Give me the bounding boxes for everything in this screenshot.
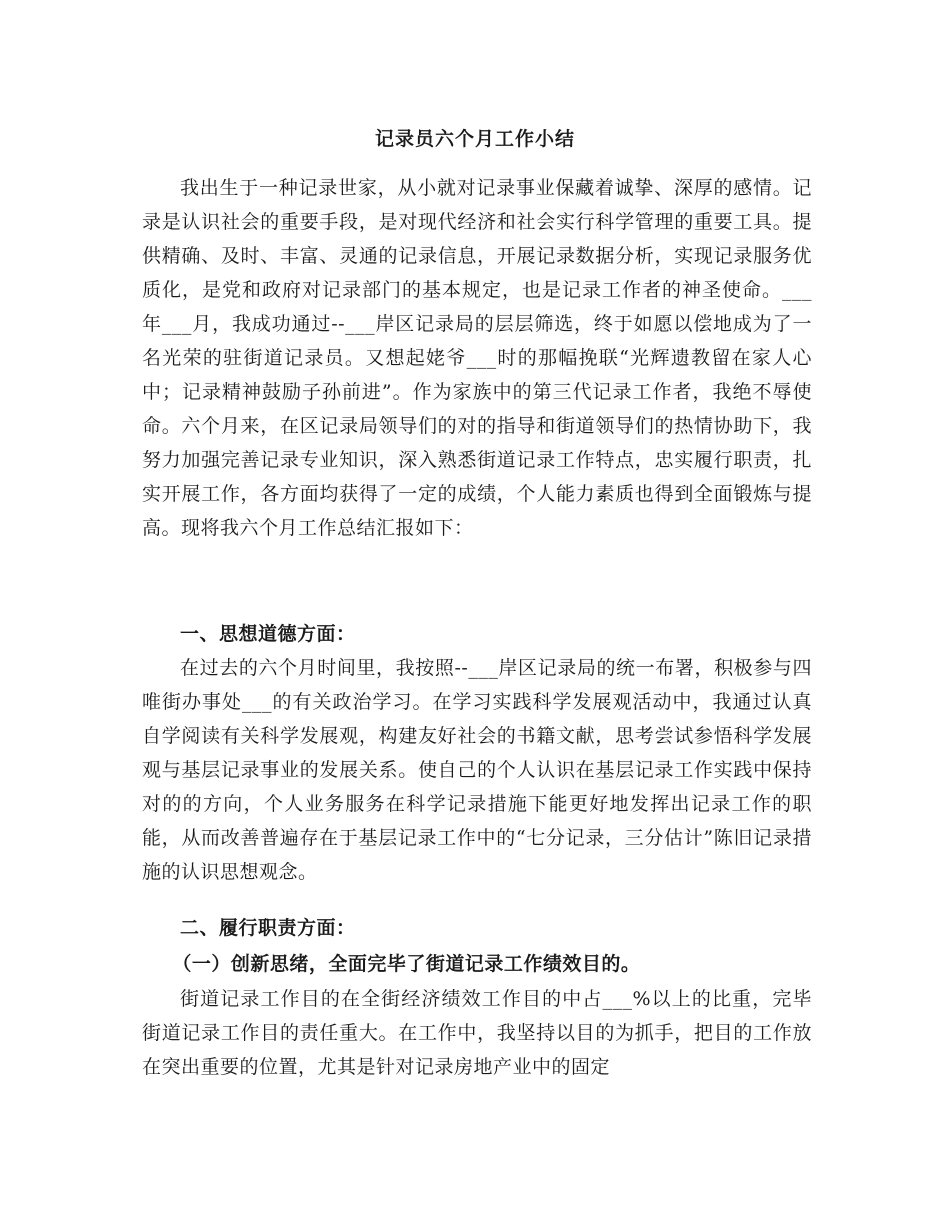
section1-paragraph: 在过去的六个月时间里，我按照--___岸区记录局的统一布署，积极参与四唯街办事处___的有关政治学习。在学习实践科学发展观活动中，我通过认真自学阅读有关科学发展观，构建友好社会的书籍文献，思考尝试参悟科学发展观与基层记录事业的发展关系。使自己的个人认识在基层记录工作实践中保持对的的方向，个人业务服务在科学记录措施下能更好地发挥出记录工作的职能，从而改善普遍存在于基层记录工作中的“七分记录，三分估计”陈旧记录措施的认识思想观念。 bbox=[142, 657, 812, 883]
section2-subheading-1: （一）创新思绪，全面完毕了街道记录工作绩效目的。 bbox=[172, 953, 641, 975]
document-title: 记录员六个月工作小结 bbox=[374, 128, 575, 150]
section2-heading: 二、履行职责方面： bbox=[180, 917, 356, 939]
section1-heading: 一、思想道德方面： bbox=[180, 623, 356, 645]
section2-sub1-paragraph: 街道记录工作目的在全街经济绩效工作目的中占___%以上的比重，完毕街道记录工作目的责任重大。在工作中，我坚持以目的为抓手，把目的工作放在突出重要的位置，尤其是针对记录房地产业中的固定 bbox=[142, 988, 812, 1078]
intro-paragraph: 我出生于一种记录世家，从小就对记录事业保藏着诚挚、深厚的感情。记录是认识社会的重要手段，是对现代经济和社会实行科学管理的重要工具。提供精确、及时、丰富、灵通的记录信息，开展记录数据分析，实现记录服务优质化，是党和政府对记录部门的基本规定，也是记录工作者的神圣使命。___年___月，我成功通过--___岸区记录局的层层筛选，终于如愿以偿地成为了一名光荣的驻街道记录员。又想起姥爷___时的那幅挽联“光辉遗教留在家人心中；记录精神鼓励子孙前进”。作为家族中的第三代记录工作者，我绝不辱使命。六个月来，在区记录局领导们的对的指导和街道领导们的热情协助下，我努力加强完善记录专业知识，深入熟悉街道记录工作特点，忠实履行职责，扎实开展工作，各方面均获得了一定的成绩，个人能力素质也得到全面锻炼与提高。现将我六个月工作总结汇报如下： bbox=[142, 177, 812, 539]
